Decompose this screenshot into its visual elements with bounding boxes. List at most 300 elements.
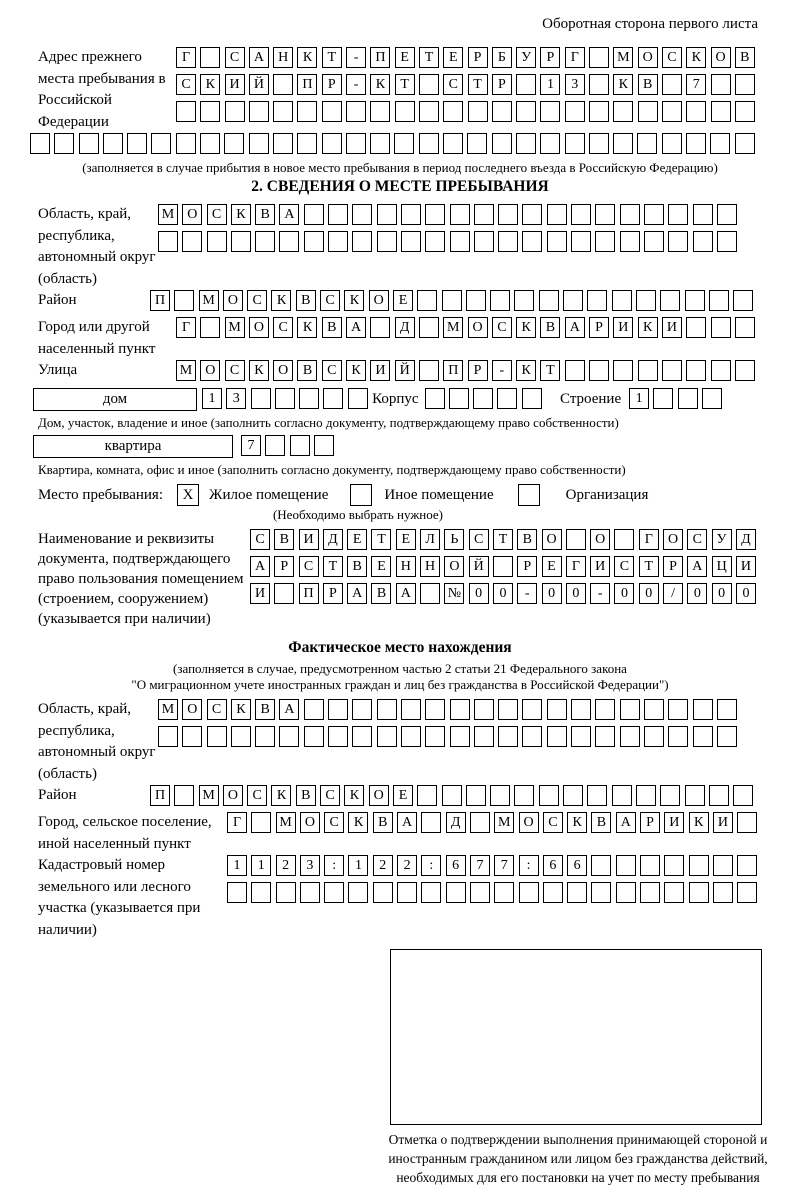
char-cell: В xyxy=(297,360,317,381)
section2-title: 2. СВЕДЕНИЯ О МЕСТЕ ПРЕБЫВАНИЯ xyxy=(251,178,549,195)
char-cell xyxy=(474,699,494,720)
organization-label: Организация xyxy=(565,487,649,503)
residential-label: Жилое помещение xyxy=(209,487,329,503)
char-cell: Т xyxy=(371,529,391,550)
char-cell: В xyxy=(322,317,342,338)
char-cell: С xyxy=(247,290,267,311)
char-cell xyxy=(377,726,397,747)
rayon-label-1: Район xyxy=(38,292,77,308)
char-cell xyxy=(693,231,713,252)
char-row xyxy=(241,435,338,456)
char-cell xyxy=(425,388,445,409)
char-cell: Г xyxy=(176,47,196,68)
char-cell: Н xyxy=(396,556,416,577)
char-cell: : xyxy=(519,855,539,876)
char-cell xyxy=(547,726,567,747)
char-cell xyxy=(255,231,275,252)
char-cell: Т xyxy=(419,47,439,68)
char-cell xyxy=(595,204,615,225)
char-cell: К xyxy=(200,74,220,95)
char-row xyxy=(202,388,372,409)
char-cell xyxy=(158,726,178,747)
char-cell: М xyxy=(158,204,178,225)
char-cell: 0 xyxy=(614,583,634,604)
char-cell: О xyxy=(590,529,610,550)
char-cell: Ь xyxy=(444,529,464,550)
char-cell xyxy=(314,435,334,456)
char-cell xyxy=(709,290,729,311)
char-cell: И xyxy=(299,529,319,550)
char-cell: У xyxy=(516,47,536,68)
char-cell: Т xyxy=(395,74,415,95)
char-cell: К xyxy=(516,360,536,381)
char-cell xyxy=(566,529,586,550)
char-cell: - xyxy=(346,74,366,95)
char-cell xyxy=(640,882,660,903)
char-cell: С xyxy=(543,812,563,833)
char-cell: 0 xyxy=(639,583,659,604)
char-cell: И xyxy=(225,74,245,95)
char-cell: 0 xyxy=(469,583,489,604)
char-cell xyxy=(717,726,737,747)
char-cell: М xyxy=(176,360,196,381)
char-cell xyxy=(421,812,441,833)
char-cell xyxy=(644,204,664,225)
char-cell xyxy=(207,726,227,747)
page-side-note: Оборотная сторона первого листа xyxy=(542,16,758,32)
char-cell xyxy=(563,785,583,806)
char-cell xyxy=(401,231,421,252)
char-cell: И xyxy=(664,812,684,833)
char-cell: К xyxy=(370,74,390,95)
stay-type-label: Место пребывания: xyxy=(38,487,163,503)
char-cell: К xyxy=(567,812,587,833)
char-cell: О xyxy=(663,529,683,550)
char-cell: 1 xyxy=(251,855,271,876)
char-row xyxy=(150,785,757,806)
char-cell xyxy=(273,133,293,154)
char-cell: Р xyxy=(492,74,512,95)
char-cell xyxy=(620,699,640,720)
char-cell xyxy=(425,726,445,747)
char-cell xyxy=(328,726,348,747)
char-cell xyxy=(664,882,684,903)
char-cell: О xyxy=(273,360,293,381)
char-cell xyxy=(255,726,275,747)
char-cell xyxy=(686,360,706,381)
char-cell xyxy=(494,882,514,903)
char-cell: В xyxy=(373,812,393,833)
stroenie-label: Строение xyxy=(560,391,622,407)
char-cell: Д xyxy=(446,812,466,833)
char-cell xyxy=(275,388,295,409)
char-cell xyxy=(514,290,534,311)
char-cell: 0 xyxy=(687,583,707,604)
char-cell: 1 xyxy=(540,74,560,95)
char-cell xyxy=(419,360,439,381)
char-cell xyxy=(328,231,348,252)
char-cell: И xyxy=(590,556,610,577)
char-cell xyxy=(662,360,682,381)
actual-location-caption-2: "О миграционном учете иностранных граждан и лиц без гражданства в Российской Федерации") xyxy=(131,677,669,692)
char-cell: Й xyxy=(395,360,415,381)
actual-location-caption-1: (заполняется в случае, предусмотренном частью 2 статьи 21 Федерального закона xyxy=(173,661,627,676)
char-cell: О xyxy=(369,785,389,806)
char-cell xyxy=(711,360,731,381)
char-cell: - xyxy=(517,583,537,604)
stamp-box xyxy=(390,949,762,1125)
char-cell xyxy=(640,855,660,876)
char-cell: А xyxy=(249,47,269,68)
char-cell xyxy=(616,855,636,876)
char-cell xyxy=(540,101,560,122)
char-cell xyxy=(274,583,294,604)
char-cell: С xyxy=(324,812,344,833)
char-row xyxy=(176,317,759,338)
char-cell xyxy=(419,74,439,95)
char-cell: О xyxy=(468,317,488,338)
char-cell xyxy=(265,435,285,456)
doc-label: Наименование и реквизиты документа, подтверждающего право пользования помещением (строением, сооружением) (указывается при наличии) xyxy=(38,531,244,627)
char-cell xyxy=(419,317,439,338)
char-cell: К xyxy=(686,47,706,68)
char-cell xyxy=(733,290,753,311)
char-cell xyxy=(644,231,664,252)
oblast-block-1 xyxy=(38,204,762,290)
char-row xyxy=(250,556,760,577)
char-cell xyxy=(200,47,220,68)
char-cell: С xyxy=(225,360,245,381)
char-cell: С xyxy=(299,556,319,577)
korpus-label: Корпус xyxy=(372,391,419,407)
char-cell: И xyxy=(736,556,756,577)
char-cell xyxy=(182,726,202,747)
char-cell xyxy=(613,133,633,154)
char-cell: О xyxy=(223,290,243,311)
char-cell: 2 xyxy=(397,855,417,876)
char-cell xyxy=(613,101,633,122)
char-cell xyxy=(571,231,591,252)
char-cell xyxy=(709,785,729,806)
street-label: Улица xyxy=(38,362,78,378)
char-cell: М xyxy=(225,317,245,338)
char-cell xyxy=(737,882,757,903)
char-row xyxy=(158,204,741,225)
char-cell xyxy=(498,204,518,225)
char-cell: П xyxy=(443,360,463,381)
char-cell: О xyxy=(369,290,389,311)
char-cell: М xyxy=(158,699,178,720)
char-cell: Г xyxy=(566,556,586,577)
char-cell xyxy=(174,785,194,806)
char-cell: Р xyxy=(468,47,488,68)
char-cell xyxy=(419,133,439,154)
char-cell: Й xyxy=(469,556,489,577)
char-cell: С xyxy=(687,529,707,550)
doc-block xyxy=(38,529,762,629)
char-cell xyxy=(565,360,585,381)
char-row xyxy=(227,855,762,876)
char-cell: Т xyxy=(322,47,342,68)
char-cell xyxy=(470,812,490,833)
char-cell: К xyxy=(271,290,291,311)
char-cell xyxy=(370,317,390,338)
char-cell xyxy=(348,882,368,903)
char-cell xyxy=(273,74,293,95)
char-cell: О xyxy=(519,812,539,833)
char-cell xyxy=(662,74,682,95)
char-cell: С xyxy=(207,204,227,225)
char-cell xyxy=(620,231,640,252)
house-caption: Дом, участок, владение и иное (заполнить согласно документу, подтверждающему право собственности) xyxy=(38,415,619,430)
char-cell xyxy=(290,435,310,456)
char-cell xyxy=(348,388,368,409)
prev-address-caption: (заполняется в случае прибытия в новое место пребывания в период последнего въезда в Российскую Федерацию) xyxy=(82,160,718,175)
char-cell: 6 xyxy=(446,855,466,876)
char-cell: Г xyxy=(639,529,659,550)
apartment-row xyxy=(33,435,762,462)
char-cell xyxy=(689,882,709,903)
char-cell: С xyxy=(614,556,634,577)
char-cell: А xyxy=(279,204,299,225)
char-cell xyxy=(589,47,609,68)
char-cell: В xyxy=(347,556,367,577)
char-cell xyxy=(735,101,755,122)
char-cell: О xyxy=(223,785,243,806)
char-cell: / xyxy=(663,583,683,604)
char-cell: Й xyxy=(249,74,269,95)
char-cell xyxy=(176,133,196,154)
char-cell: Н xyxy=(420,556,440,577)
char-cell xyxy=(735,360,755,381)
char-row xyxy=(250,529,760,550)
city-block-1 xyxy=(38,317,762,360)
char-cell: Д xyxy=(395,317,415,338)
char-cell xyxy=(638,360,658,381)
char-cell xyxy=(224,133,244,154)
char-cell xyxy=(397,882,417,903)
char-cell: 6 xyxy=(543,855,563,876)
char-cell xyxy=(279,726,299,747)
char-cell xyxy=(668,231,688,252)
char-cell: - xyxy=(346,47,366,68)
char-cell xyxy=(591,882,611,903)
char-cell xyxy=(346,133,366,154)
char-cell: У xyxy=(712,529,732,550)
char-cell: Т xyxy=(468,74,488,95)
char-cell: Д xyxy=(323,529,343,550)
char-cell: О xyxy=(711,47,731,68)
char-cell xyxy=(227,882,247,903)
char-cell: С xyxy=(662,47,682,68)
char-cell: 1 xyxy=(227,855,247,876)
char-cell xyxy=(200,133,220,154)
char-cell: И xyxy=(613,317,633,338)
char-cell xyxy=(417,785,437,806)
char-cell xyxy=(151,133,171,154)
char-cell: М xyxy=(199,290,219,311)
char-cell: Т xyxy=(493,529,513,550)
char-cell xyxy=(127,133,147,154)
char-row xyxy=(30,133,762,154)
char-cell xyxy=(200,317,220,338)
char-cell xyxy=(352,231,372,252)
char-cell xyxy=(231,231,251,252)
char-cell: К xyxy=(348,812,368,833)
char-row xyxy=(176,47,759,68)
char-cell xyxy=(710,133,730,154)
char-cell: П xyxy=(150,290,170,311)
char-cell xyxy=(497,388,517,409)
char-cell: 3 xyxy=(300,855,320,876)
char-cell: К xyxy=(344,785,364,806)
char-cell: В xyxy=(371,583,391,604)
char-cell: К xyxy=(689,812,709,833)
char-cell xyxy=(563,290,583,311)
char-cell: В xyxy=(255,204,275,225)
char-cell xyxy=(539,290,559,311)
char-cell: 0 xyxy=(542,583,562,604)
city-label-1: Город или другой населенный пункт xyxy=(38,319,156,357)
char-cell xyxy=(589,74,609,95)
char-cell: Р xyxy=(663,556,683,577)
cadastre-block xyxy=(38,855,762,941)
char-cell xyxy=(547,204,567,225)
char-cell xyxy=(733,785,753,806)
char-cell: 0 xyxy=(493,583,513,604)
char-cell xyxy=(182,231,202,252)
char-row xyxy=(158,699,741,720)
char-cell xyxy=(616,882,636,903)
char-cell xyxy=(547,231,567,252)
char-cell xyxy=(516,101,536,122)
checkbox-residential: X xyxy=(177,484,199,506)
char-cell xyxy=(79,133,99,154)
street-block xyxy=(38,360,762,387)
char-cell: А xyxy=(347,583,367,604)
rayon-label-2: Район xyxy=(38,787,77,803)
char-cell xyxy=(474,231,494,252)
char-cell xyxy=(612,785,632,806)
char-cell xyxy=(328,699,348,720)
char-cell xyxy=(636,290,656,311)
char-cell xyxy=(251,882,271,903)
prev-address-rows xyxy=(176,47,759,128)
house-row xyxy=(33,388,762,415)
char-cell: В xyxy=(638,74,658,95)
char-cell: А xyxy=(565,317,585,338)
char-cell: С xyxy=(320,290,340,311)
char-cell xyxy=(443,101,463,122)
char-cell: Р xyxy=(323,583,343,604)
char-cell xyxy=(30,133,50,154)
char-cell xyxy=(373,882,393,903)
char-cell xyxy=(685,785,705,806)
char-cell xyxy=(668,726,688,747)
char-cell: Н xyxy=(273,47,293,68)
char-cell xyxy=(251,388,271,409)
city-label-2: Город, сельское поселение, иной населенный пункт xyxy=(38,814,212,852)
other-premises-label: Иное помещение xyxy=(384,487,494,503)
char-cell xyxy=(638,101,658,122)
char-cell xyxy=(352,699,372,720)
oblast-block-2 xyxy=(38,699,762,785)
char-cell xyxy=(662,133,682,154)
rayon-block-1 xyxy=(38,290,762,317)
char-cell: 7 xyxy=(686,74,706,95)
char-cell: М xyxy=(199,785,219,806)
char-cell xyxy=(490,785,510,806)
char-cell xyxy=(591,855,611,876)
char-cell: П xyxy=(370,47,390,68)
char-cell xyxy=(660,785,680,806)
char-cell xyxy=(377,231,397,252)
char-cell: С xyxy=(322,360,342,381)
char-row xyxy=(158,726,741,747)
char-cell: С xyxy=(443,74,463,95)
char-cell xyxy=(474,726,494,747)
char-cell: К xyxy=(638,317,658,338)
char-cell xyxy=(514,785,534,806)
char-cell xyxy=(737,855,757,876)
char-cell xyxy=(158,231,178,252)
char-cell xyxy=(614,529,634,550)
char-cell xyxy=(735,317,755,338)
char-cell: В xyxy=(255,699,275,720)
char-cell: А xyxy=(396,583,416,604)
char-cell: Е xyxy=(393,290,413,311)
char-cell: Т xyxy=(540,360,560,381)
char-cell xyxy=(668,699,688,720)
char-cell: 0 xyxy=(566,583,586,604)
checkbox-organization xyxy=(518,484,540,506)
char-cell: 0 xyxy=(712,583,732,604)
char-cell: 3 xyxy=(226,388,246,409)
char-cell xyxy=(589,360,609,381)
char-cell: Е xyxy=(396,529,416,550)
char-cell: Е xyxy=(393,785,413,806)
char-cell: Ц xyxy=(712,556,732,577)
char-cell xyxy=(686,101,706,122)
char-cell xyxy=(207,231,227,252)
char-cell xyxy=(470,882,490,903)
actual-location-title: Фактическое место нахождения xyxy=(288,639,512,656)
char-cell: Т xyxy=(639,556,659,577)
char-cell: № xyxy=(444,583,464,604)
char-row xyxy=(629,388,726,409)
char-cell xyxy=(492,133,512,154)
char-cell xyxy=(322,101,342,122)
char-cell: М xyxy=(494,812,514,833)
char-cell: В xyxy=(296,785,316,806)
char-cell: П xyxy=(299,583,319,604)
char-cell: К xyxy=(613,74,633,95)
char-cell: П xyxy=(297,74,317,95)
char-cell: В xyxy=(296,290,316,311)
char-cell xyxy=(589,101,609,122)
char-cell xyxy=(693,204,713,225)
char-cell: Г xyxy=(227,812,247,833)
char-cell xyxy=(417,290,437,311)
char-cell xyxy=(492,101,512,122)
checkbox-other-premises xyxy=(350,484,372,506)
char-cell: О xyxy=(200,360,220,381)
char-cell xyxy=(644,726,664,747)
char-cell: 1 xyxy=(629,388,649,409)
char-cell: С xyxy=(250,529,270,550)
char-cell: 1 xyxy=(202,388,222,409)
char-cell xyxy=(522,388,542,409)
